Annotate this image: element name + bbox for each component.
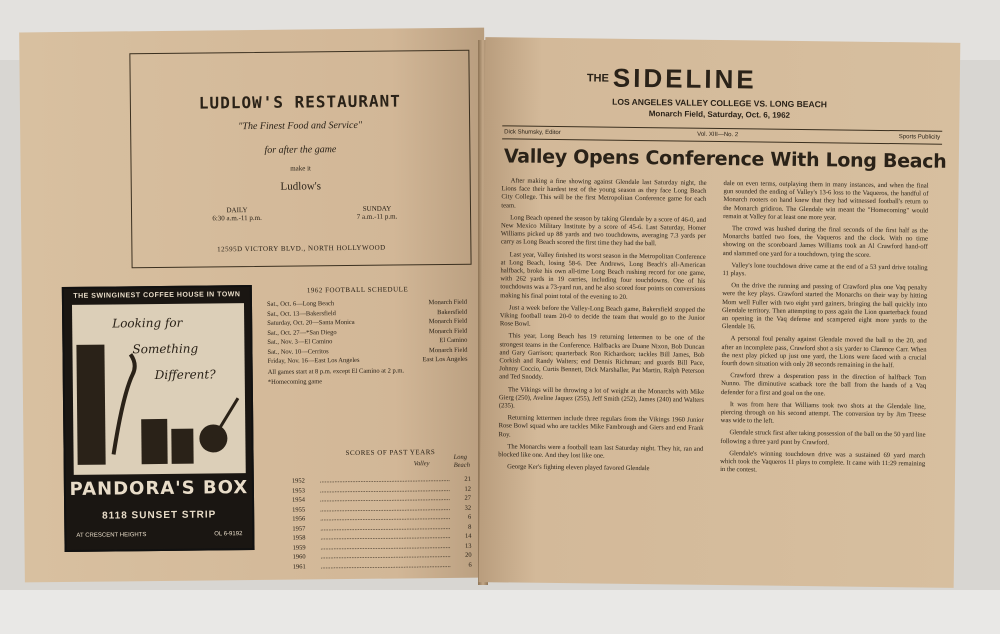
paragraph: This year, Long Beach has 19 returning lettermen to be one of the strongest teams in the Conference. Halfbacks are Duane Nixon, Bob Duncan and Gary Garrison; quarterback Ron Richardson; tackles Bill James, Bob Corkish and Randy Walters; end Dennis Richman; and guards Bill Pace, Johnny Coccio, Curtis Bennett, Dick Marshaller, Pat Martin, Ralph Peterson and Ted Snoddy.	[499, 332, 705, 382]
pandora-top: THE SWINGINEST COFFEE HOUSE IN TOWN	[73, 291, 241, 300]
schedule-note: All games start at 8 p.m. except El Camino at 2 p.m.	[267, 366, 405, 376]
ludlow-address: 12595D VICTORY BLVD., NORTH HOLLYWOOD	[217, 243, 386, 254]
paragraph: The crowd was hushed during the final seconds of the first half as the Monarchs battled two foes, the Vaqueros and the clock. With no time showing on the scoreboard James Williams took an Al Crawford hand-off and slammed one yard for a touchdown, tying the score.	[722, 225, 929, 259]
drum-icon-2	[171, 429, 193, 464]
pandora-line1: Looking for	[112, 315, 183, 331]
masthead	[502, 125, 942, 144]
ludlow-sunday-hours: 7 a.m.-11 p.m.	[356, 212, 398, 221]
editor: Dick Shumsky, Editor	[504, 129, 561, 137]
ludlow-name: Ludlow's	[280, 180, 322, 193]
col-long-beach: Long Beach	[453, 453, 470, 469]
schedule-row: Saturday, Oct. 20—Santa Monica Monarch Field	[267, 317, 468, 327]
score-row: 1961 ................................................................................ 6	[292, 561, 472, 571]
ludlow-daily-label: DAILY	[226, 206, 248, 215]
ludlow-tagline: "The Finest Food and Service"	[238, 119, 363, 133]
ludlow-sunday	[337, 204, 417, 221]
sideline-the: THE	[586, 72, 609, 85]
score-row: 1959 ................................................................................ 13	[292, 542, 472, 552]
ludlow-make: make it	[290, 164, 312, 173]
pandora-sign: PANDORA'S BOX	[69, 477, 249, 500]
paragraph: It was from here that Williams took two shots at the Glendale line, piercing through on his second attempt. The conversion try by Jim Treese was wide to the left.	[720, 401, 926, 425]
schedule-row: Sat., Oct. 6—Long Beach Monarch Field	[266, 298, 468, 308]
ludlow-ad	[129, 50, 471, 269]
pandora-strip: 8118 SUNSET STRIP	[102, 509, 217, 522]
ludlow-title: LUDLOW'S RESTAURANT	[198, 91, 401, 113]
score-row: 1956 ................................................................................ 6	[292, 513, 472, 523]
schedule-row: Friday, Nov. 16—East Los Angeles East Los Angeles	[267, 355, 468, 365]
publicity: Sports Publicity	[898, 134, 941, 141]
schedule-row: Sat., Oct. 27—*San Diego Monarch Field	[267, 327, 468, 337]
right-page	[479, 37, 961, 588]
score-row: 1952 ................................................................................ 21	[291, 475, 471, 485]
ludlow-daily	[202, 206, 272, 223]
paragraph: After making a fine showing against Glendale last Saturday night, the Lions face their hardest test of the young season as they face Long Beach City College. This will be the first Metropolitan Conference game for each team.	[501, 177, 707, 210]
sideline-date: Monarch Field, Saturday, Oct. 6, 1962	[648, 109, 791, 120]
score-row: 1957 ................................................................................ 8	[292, 523, 472, 533]
schedule-title: 1962 FOOTBALL SCHEDULE	[306, 285, 409, 295]
score-row: 1954 ................................................................................ 27	[292, 494, 472, 504]
scores-list	[292, 475, 493, 572]
left-page	[19, 28, 490, 583]
paragraph: The Vikings will be throwing a lot of weight at the Monarchs with Mike Gierg (250), Aveline Jaquez (255), Jeff Smith (252), James (240) and Walters (235).	[498, 386, 705, 410]
paragraph: Long Beach opened the season by taking Glendale by a score of 46-0, and New Mexico Military Institute by a score of 45-6. Last Saturday, Homer Williams picked up 88 yards and two touchdowns, averaging 7.3 yards per carry as Long Beach scored the first time they had the ball.	[500, 214, 707, 248]
pandora-panel	[72, 303, 246, 475]
paragraph: Crawford threw a desperation pass in the direction of halfback Tom Nunno. The diminutive scatback tore the ball from the hands of a Vaq defender for a first and goal on the one.	[720, 372, 927, 397]
homecoming-note: *Homecoming game	[267, 378, 323, 386]
paragraph: A personal foul penalty against Glendale moved the ball to the 20, and after an incomplete pass, Crawford shot a six yarder to Clarence Carr. When the next play picked up just one yard, the Lions were faced with a crucial fourth down situation with only 28 seconds remaining in the half.	[721, 335, 927, 370]
background-bottom	[0, 590, 1000, 634]
score-row: 1953 ................................................................................ 12	[291, 485, 471, 495]
article-column-2	[720, 180, 929, 481]
score-row: 1960 ................................................................................ 20	[292, 551, 472, 561]
pandora-location: AT CRESCENT HEIGHTS	[76, 532, 147, 539]
article-column-1	[498, 177, 707, 478]
paragraph: Valley's lone touchdown drive came at the end of a 53 yard drive totaling 11 plays.	[722, 261, 928, 278]
scores-title: SCORES OF PAST YEARS	[345, 448, 436, 458]
saxophone-icon	[113, 354, 136, 454]
volume: Vol. XIII—No. 2	[697, 131, 739, 139]
paragraph: dale on even terms, outplaying them in many instances, and when the final gun sounded the ending of Valley's 13-6 loss to the Vaqueros, the handful of Monarch rooters on hand knew that they had witnessed football's return to the Monarch gridiron. The Glendale win meant the "Homecoming" would remain at Valley for at least one more year.	[723, 180, 929, 222]
schedule-row: Sat., Oct. 13—Bakersfield Bakersfield	[267, 308, 468, 318]
ludlow-sunday-label: SUNDAY	[362, 204, 392, 213]
sideline-subtitle: LOS ANGELES VALLEY COLLEGE VS. LONG BEACH	[612, 96, 827, 110]
paragraph: Glendale struck first after taking possession of the ball on the 50 yard line following a three yard punt by Crawford.	[720, 429, 926, 447]
headline: Valley Opens Conference With Long Beach	[503, 145, 947, 173]
pandora-line3: Different?	[154, 367, 216, 383]
paragraph: On the drive the running and passing of Crawford plus one Vaq penalty were the key plays. Crawford started the Monarchs on their way by hitting Mom well Fuller with two eight yard gainers, bringing the ball quickly into Glendale territory. Then attempting to pass again the Lion quarterback found an opening in the Vaq defense and scampered eight more yards to the Glendale 16.	[721, 282, 928, 331]
paragraph: George Ker's fighting eleven played favored Glendale	[507, 463, 650, 473]
paragraph: Returning lettermen include three regulars from the Vikings 1960 Junior Rose Bowl squad who are tackles Mike Fambrough and Giers and end Frank Roy.	[498, 414, 704, 439]
sideline-title: SIDELINE	[612, 62, 757, 95]
paragraph: Just a week before the Valley-Long Beach game, Bakersfield stopped the Viking football team 20-0 to decide the team that would go to the Junior Rose Bowl.	[499, 304, 706, 328]
pandora-line2: Something	[132, 341, 199, 357]
door-shape	[76, 345, 105, 465]
schedule-list	[267, 298, 468, 388]
schedule-row: Sat., Nov. 3—El Camino El Camino	[267, 336, 468, 346]
pandora-ad	[62, 285, 255, 552]
ludlow-daily-hours: 6:30 a.m.-11 p.m.	[212, 213, 262, 223]
col-valley: Valley	[413, 460, 430, 468]
ludlow-after: for after the game	[264, 144, 337, 156]
paragraph: Last year, Valley finished its worst season in the Metropolitan Conference at Long Beach, losing 58-6. Dee Andrews, Long Beach's all-American halfback, broke his own all-time Long Beach rushing record for one game, with 262 yards in 19 carries, including four touchdowns. One of his touchdowns was a 73-yard run, and he also scored four points on conversions making his final point total of the evening to 20.	[500, 251, 706, 301]
paragraph: The Monarchs were a football team last Saturday night. They hit, ran and blocked like one. And they lost like one.	[498, 443, 704, 460]
score-row: 1955 ................................................................................ 32	[292, 504, 472, 514]
pandora-phone: OL 6-9192	[214, 531, 243, 538]
schedule-row: Sat., Nov. 10—Cerritos Monarch Field	[267, 346, 468, 356]
paragraph: Glendale's winning touchdown drive was a sustained 69 yard march which took the Vaqueros 11 plays to complete. It came with 11:29 remaining in the contest.	[720, 450, 926, 474]
drum-icon	[141, 419, 167, 464]
score-row: 1958 ................................................................................ 14	[292, 532, 472, 542]
